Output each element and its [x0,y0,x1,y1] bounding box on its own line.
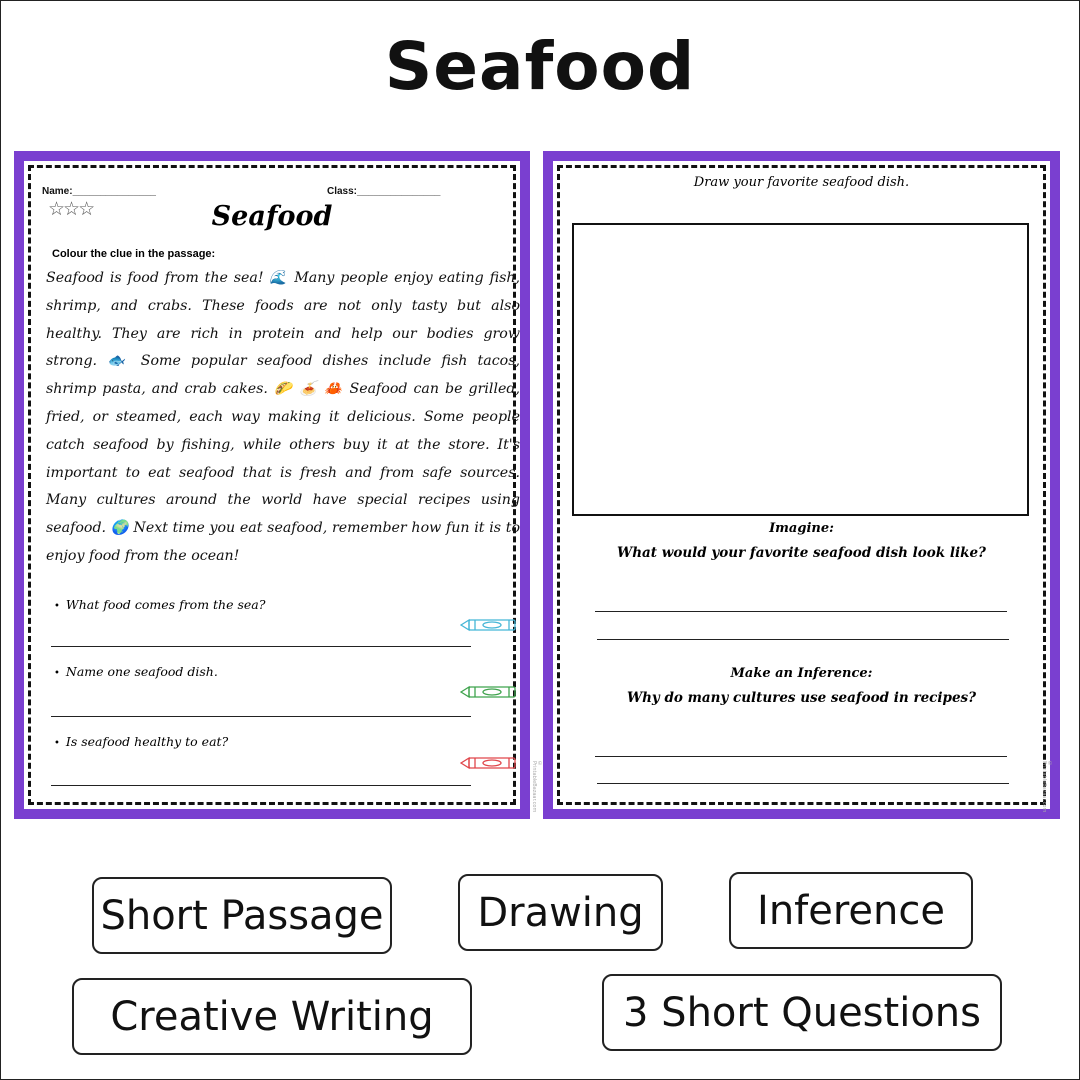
question-3-text: Is seafood healthy to eat? [65,734,229,749]
worksheet-sheet [24,161,543,813]
red-crayon-icon [460,755,518,771]
tag-drawing: Drawing [458,874,663,951]
worksheet-passage-preview [14,151,543,819]
answer-line-1[interactable] [51,646,471,647]
writing-line[interactable] [595,756,1007,757]
worksheet-sheet [553,161,1053,813]
watermark: © PrintableBazaar.com [1041,761,1053,813]
green-crayon-icon [460,684,518,700]
drawing-box[interactable] [572,223,1029,516]
worksheet-drawing-preview [543,151,1060,819]
answer-line-3[interactable] [51,785,471,786]
tag-3-short-questions: 3 Short Questions [602,974,1002,1051]
rating-stars: ☆☆☆ [48,198,94,220]
page-title: Seafood [384,28,696,105]
instruction-text: Colour the clue in the passage: [52,248,216,260]
class-field-label: Class:_______________ [327,186,441,197]
question-3: • Is seafood healthy to eat? [54,734,229,749]
question-2: • Name one seafood dish. [54,664,218,679]
inference-label: Make an Inference: [730,666,873,681]
question-1: • What food comes from the sea? [54,597,266,612]
tag-short-passage: Short Passage [92,877,392,954]
imagine-label: Imagine: [769,521,834,536]
tag-inference: Inference [729,872,973,949]
blue-crayon-icon [460,617,518,633]
writing-line[interactable] [597,783,1009,784]
draw-prompt: Draw your favorite seafood dish. [693,175,910,190]
reading-passage: Seafood is food from the sea! 🌊 Many people enjoy eating fish, shrimp, and crabs. These foods are not only tasty but also healthy. They are rich in protein and help our bodies grow strong. 🐟 Some popular seafood dishes include fish tacos, shrimp pasta, and crab cakes. 🌮 🍝 🦀 Seafood can be grilled, fried, or steamed, each way making it delicious. Some people catch seafood by fishing, while others buy it at the store. It's important to eat seafood that is fresh and from safe sources. Many cultures around the world have special recipes using seafood. 🌍 Next time you eat seafood, remember how fun it is to enjoy food from the ocean! [46,270,520,564]
name-field-label: Name:_______________ [42,186,156,197]
inference-question: Why do many cultures use seafood in recipes? [626,690,977,706]
writing-line[interactable] [595,611,1007,612]
question-1-text: What food comes from the sea? [65,597,266,612]
question-2-text: Name one seafood dish. [65,664,218,679]
imagine-question: What would your favorite seafood dish look like? [617,545,986,561]
tag-creative-writing: Creative Writing [72,978,472,1055]
answer-line-2[interactable] [51,716,471,717]
worksheet-title: Seafood [211,201,333,232]
watermark: © PrintableBazaar.com [531,761,543,813]
writing-line[interactable] [597,639,1009,640]
